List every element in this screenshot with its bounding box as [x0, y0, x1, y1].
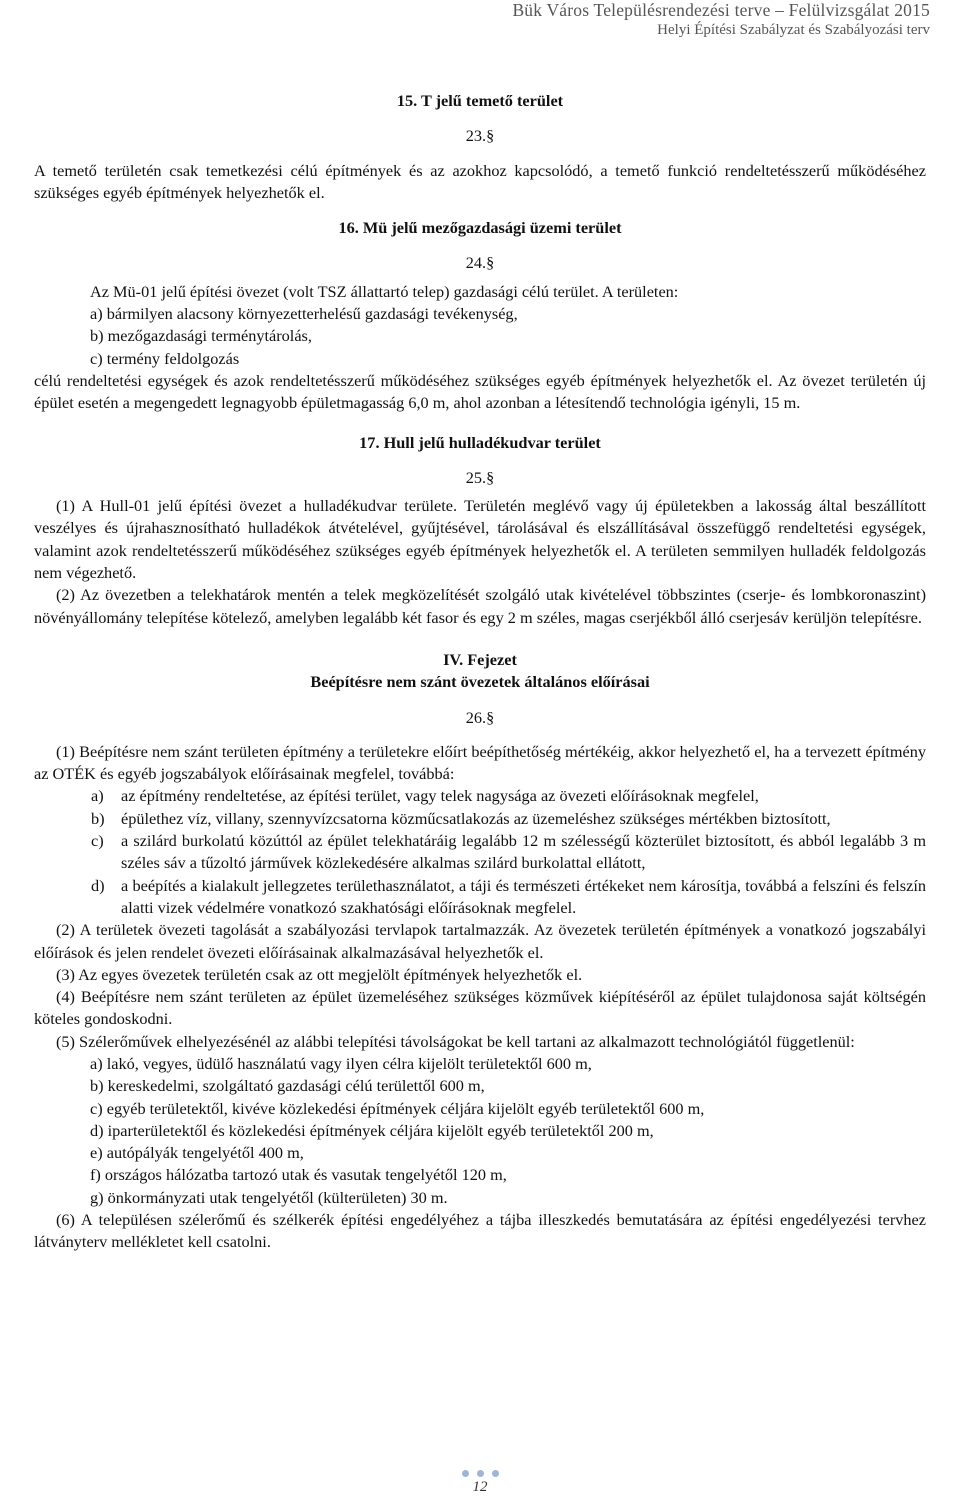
list-item: g) önkormányzati utak tengelyétől (külterületen) 30 m.: [90, 1187, 448, 1207]
chapter-paragraph-1: (1) Beépítésre nem szánt területen építmény a területekre előírt beépíthetőség mértékéig, akkor helyezhető el, ha a tervezett építmény az OTÉK és egyéb jogszabályok előírásainak megfelel, továbbá:: [34, 741, 926, 784]
list-item: d) iparterületektől és közlekedési építmények céljára kijelölt egyéb területektől 200 m,: [90, 1120, 654, 1140]
dot-icon: [462, 1470, 469, 1477]
header-document-title: Bük Város Településrendezési terve – Felülvizsgálat 2015: [512, 0, 930, 20]
chapter-paragraph-5: (5) Szélerőművek elhelyezésénél az alábbi telepítési távolságokat be kell tartani az alkalmazott technológiától függetlenül:: [56, 1031, 855, 1051]
footer-dots-decoration: [0, 1470, 960, 1477]
list-item: [34, 830, 926, 875]
list-item: [34, 808, 926, 830]
section-16-closing: célú rendeltetési egységek és azok rendeltetésszerű működéséhez szükséges egyéb építmények helyezhetők el. Az övezet területén új épület esetén a megengedett legnagyobb épületmagasság 6,0 m, ahol azonban a létesítendő technológia igényli, 15 m.: [34, 370, 926, 413]
section-16-intro: Az Mü-01 jelű építési övezet (volt TSZ állattartó telep) gazdasági célú terület. A területen:: [90, 281, 679, 301]
list-item: a) bármilyen alacsony környezetterhelésű gazdasági tevékenység,: [90, 304, 518, 324]
list-item-label: d): [91, 875, 105, 895]
section-17-paragraph-2: (2) Az övezetben a telekhatárok mentén a telek megközelítését szolgáló utak kivételével többszintes (cserje- és lombkoronaszint) növényállomány telepítése kötelező, amelyben legalább két fasor és egy 2 m széles, magas cserjékből álló cserjesáv kerüljön telepítésre.: [34, 585, 926, 627]
chapter-paragraph-number: 26.§: [465, 707, 495, 727]
section-16-paragraph-number: 24.§: [465, 253, 495, 273]
section-17-title: 17. Hull jelű hulladékudvar terület: [359, 432, 601, 452]
section-15-title: 15. T jelű temető terület: [396, 91, 564, 110]
list-item-text: az építmény rendeltetése, az építési terület, vagy telek nagysága az övezeti előírásoknak megfelel,: [121, 786, 759, 806]
section-17-paragraph-number: 25.§: [465, 467, 495, 487]
list-item: [34, 785, 926, 807]
list-item: b) kereskedelmi, szolgáltató gazdasági célú területtől 600 m,: [90, 1076, 485, 1096]
section-15-text: A temető területén csak temetkezési célú építmények és az azokhoz kapcsolódó, a temető funkció rendeltetésszerű működéséhez szükséges egyéb építmények helyezhetők el.: [34, 160, 926, 202]
chapter-subtitle: Beépítésre nem szánt övezetek általános előírásai: [310, 672, 650, 692]
list-item: f) országos hálózatba tartozó utak és vasutak tengelyétől 120 m,: [90, 1165, 507, 1185]
header-document-subtitle: Helyi Építési Szabályzat és Szabályozási terv: [657, 22, 930, 38]
list-item: c) termény feldolgozás: [90, 348, 240, 368]
chapter-paragraph-5-list: [34, 1053, 926, 1209]
section-17-paragraph-1: (1) A Hull-01 jelű építési övezet a hulladékudvar területe. Területén meglévő vagy új épületekben a lakosság által beszállított veszélyes és újrahasznosítható hulladékok átvételével, gyűjtésével, tárolásával és elszállításával összefüggő rendeltetési egységek, valamint azok rendeltetésszerű működéséhez szükséges egyéb építmények helyezhetők el. A területen semmilyen hulladék feldolgozás nem végezhető.: [34, 496, 926, 583]
chapter-paragraph-4: (4) Beépítésre nem szánt területen az épület üzemeléséhez szükséges közművek kiépítéséről az épület tulajdonosa saját költségén köteles gondoskodni.: [34, 987, 926, 1029]
page-number: 12: [472, 1479, 488, 1495]
dot-icon: [492, 1470, 499, 1477]
list-item-label: b): [91, 808, 105, 828]
page-content: [34, 90, 926, 1254]
list-item: c) egyéb területektől, kivéve közlekedési építmények céljára kijelölt egyéb területektől 600 m,: [90, 1098, 705, 1118]
list-item-text: épülethez víz, villany, szennyvízcsatorna közműcsatlakozás az üzemeléshez szükséges mértékben biztosított,: [121, 808, 831, 828]
section-16-list: [34, 303, 926, 370]
chapter-paragraph-2: (2) A területek övezeti tagolását a szabályozási tervlapok tartalmazzák. Az övezetek területén építmények a vonatkozó jogszabályi előírások és jelen rendelet övezeti előírásainak alkalmazásával helyezhetők el.: [34, 920, 926, 962]
list-item: b) mezőgazdasági terménytárolás,: [90, 326, 312, 346]
section-16-title: 16. Mü jelű mezőgazdasági üzemi terület: [338, 218, 622, 238]
list-item-text: a beépítés a kialakult jellegzetes területhasználatot, a táji és természeti értékeket nem károsítja, továbbá a felszíni és felszín alatti vizek védelmére vonatkozó szakhatósági előírásoknak megfelel.: [121, 875, 926, 917]
section-15-paragraph-number: 23.§: [465, 126, 495, 146]
list-item-label: a): [91, 786, 104, 806]
chapter-title: IV. Fejezet: [443, 649, 517, 669]
list-item: e) autópályák tengelyétől 400 m,: [90, 1143, 304, 1163]
dot-icon: [477, 1470, 484, 1477]
list-item: a) lakó, vegyes, üdülő használatú vagy ilyen célra kijelölt területektől 600 m,: [90, 1053, 592, 1073]
list-item-text: a szilárd burkolatú közúttól az épület telekhatáráig legalább 12 m szélességű közterület biztosított, és abból legalább 3 m széles sáv a tűzoltó járművek közlekedésére alkalmas szilárd burkolattal ellátott,: [121, 831, 926, 873]
chapter-paragraph-3: (3) Az egyes övezetek területén csak az ott megjelölt építmények helyezhetők el.: [56, 964, 583, 984]
list-item-label: c): [91, 831, 104, 851]
page-footer: [0, 1470, 960, 1496]
list-item: [34, 875, 926, 920]
chapter-paragraph-6: (6) A településen szélerőmű és szélkerék építési engedélyéhez a tájba illeszkedés bemutatására az építési engedélyezési tervhez látványterv mellékletet kell csatolni.: [34, 1210, 926, 1252]
